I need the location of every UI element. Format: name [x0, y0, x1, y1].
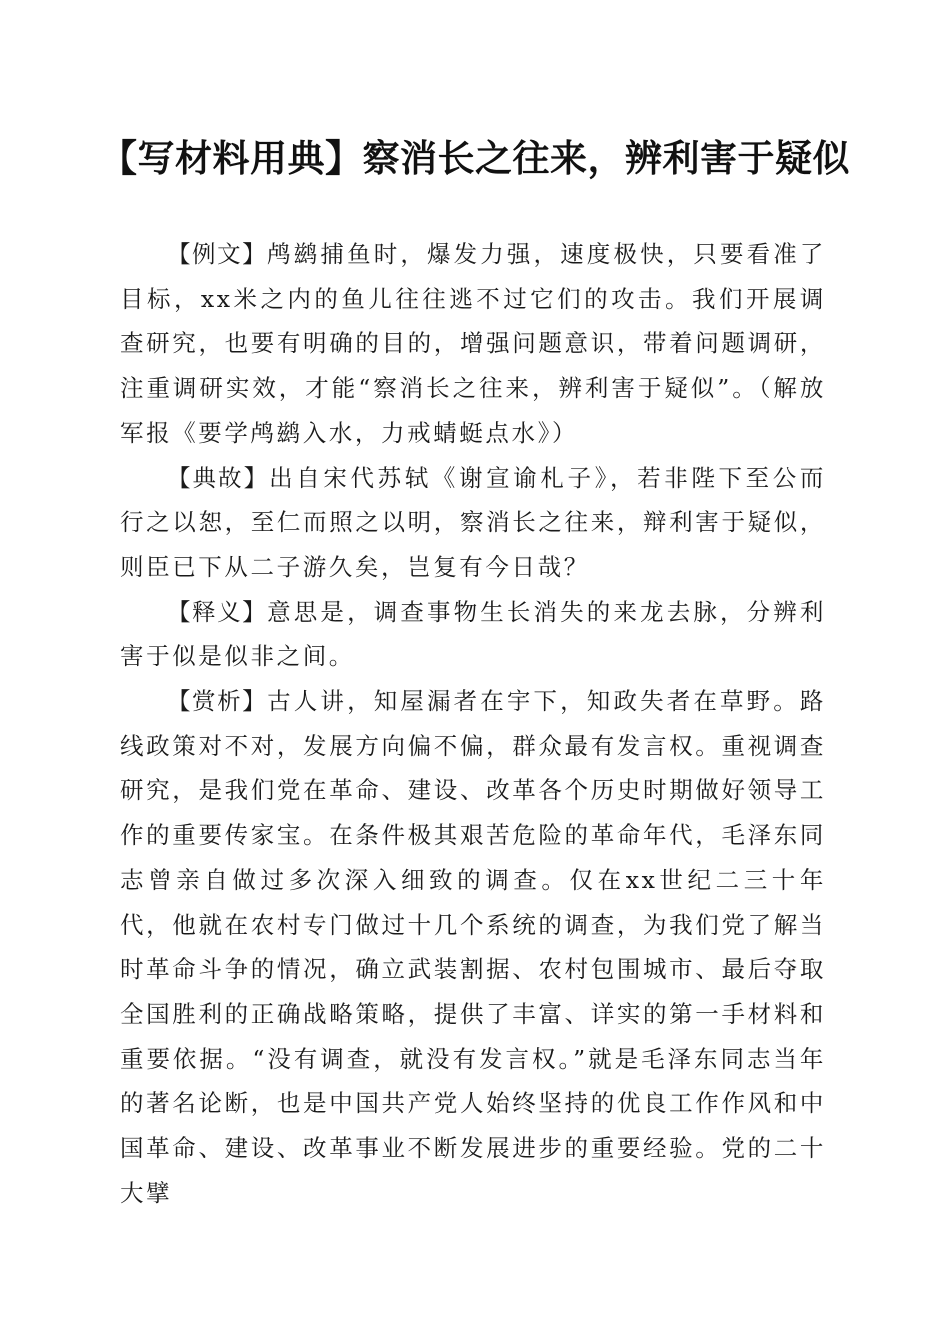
paragraph-text: 出自宋代苏轼《谢宣谕札子》，若非陛下至公而行之以恕，至仁而照之以明，察消长之往来，辩利害于疑似，则臣已下从二子游久矣，岂复有今日哉？: [120, 463, 826, 581]
paragraph-appreciation: [120, 679, 826, 1215]
paragraph-text: 意思是，调查事物生长消失的来龙去脉，分辨利害于似是似非之间。: [120, 597, 826, 671]
paragraph-example: [120, 232, 826, 456]
paragraph-definition: [120, 590, 826, 679]
paragraph-tag: 【例文】: [167, 240, 268, 268]
paragraph-text: 古人讲，知屋漏者在宇下，知政失者在草野。路线政策对不对，发展方向偏不偏，群众最有发言权。重视调查研究，是我们党在革命、建设、改革各个历史时期做好领导工作的重要传家宝。在条件极其艰苦危险的革命年代，毛泽东同志曾亲自做过多次深入细致的调查。仅在xx世纪二三十年代，他就在农村专门做过十几个系统的调查，为我们党了解当时革命斗争的情况，确立武装割据、农村包围城市、最后夺取全国胜利的正确战略策略，提供了丰富、详实的第一手材料和重要依据。“没有调查，就没有发言权。”就是毛泽东同志当年的著名论断，也是中国共产党人始终坚持的优良工作作风和中国革命、建设、改革事业不断发展进步的重要经验。党的二十大擘: [120, 687, 826, 1207]
paragraph-text: 鸬鹚捕鱼时，爆发力强，速度极快，只要看准了目标，xx米之内的鱼儿往往逃不过它们的攻击。我们开展调查研究，也要有明确的目的，增强问题意识，带着问题调研，注重调研实效，才能“察消长之往来，辨利害于疑似”。（解放军报《要学鸬鹚入水，力戒蜻蜓点水》）: [120, 240, 826, 447]
document-body: [120, 232, 826, 1215]
document-title: 【写材料用典】察消长之往来，辨利害于疑似: [100, 136, 850, 180]
paragraph-tag: 【典故】: [167, 463, 270, 492]
paragraph-tag: 【释义】: [167, 597, 268, 626]
paragraph-allusion: [120, 456, 826, 590]
paragraph-tag: 【赏析】: [167, 687, 268, 716]
